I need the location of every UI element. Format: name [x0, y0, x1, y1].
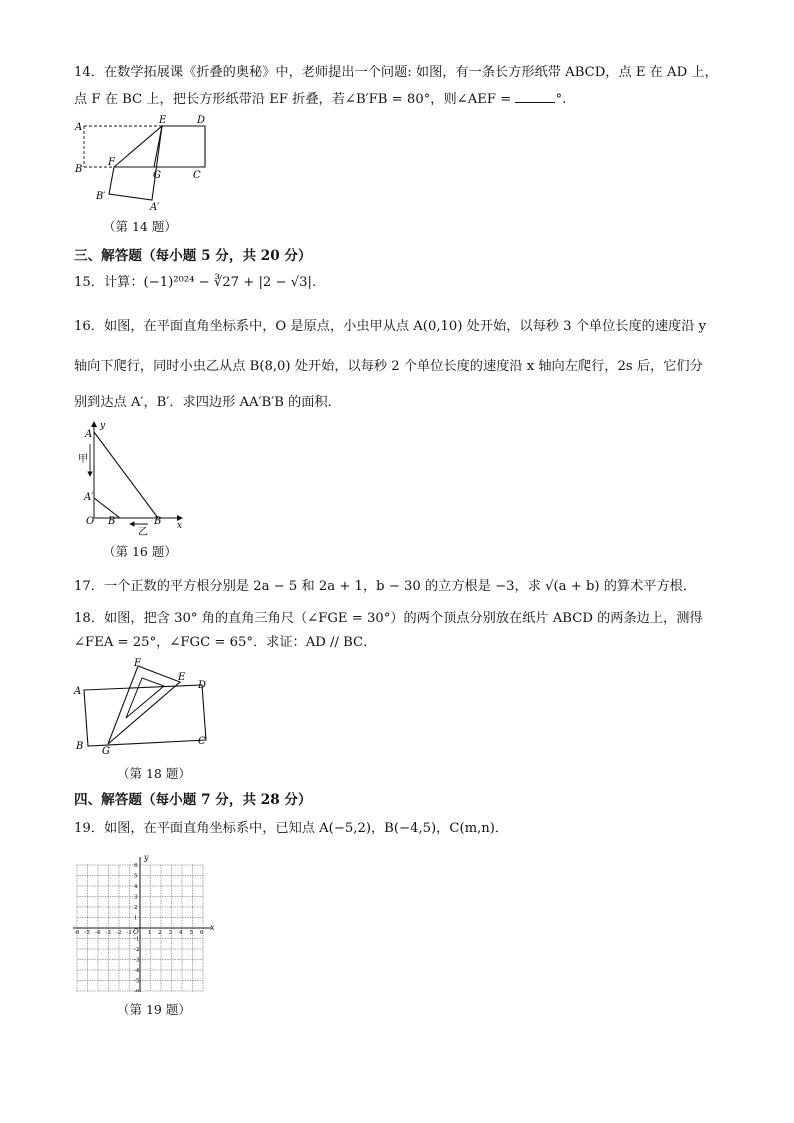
q19-y-tick-label: 6 [134, 863, 138, 869]
q19-origin-label: O [133, 928, 139, 936]
q19-y-tick-label: -6 [134, 989, 140, 992]
section-4-title: 四、解答题（每小题 7 分，共 28 分） [74, 792, 312, 808]
q19-axis-y-label: y [144, 853, 149, 862]
q16-label-a-prime: A′ [84, 492, 94, 503]
q18-caption: （第 18 题） [117, 766, 191, 781]
q14-answer-blank [515, 88, 555, 103]
q19-axis-x-label: x [210, 923, 215, 932]
q14-caption: （第 14 题） [103, 219, 177, 234]
q18-label-c: C [198, 736, 206, 747]
q14-label-d: D [197, 115, 206, 126]
q19-y-tick-label: 2 [134, 905, 138, 911]
q14-line-1: 14．在数学拓展课《折叠的奥秘》中，老师提出一个问题: 如图，有一条长方形纸带 ABCD，点 E 在 AD 上， [74, 65, 718, 80]
q19-x-tick-label: -1 [126, 930, 132, 936]
q16-label-o: O [86, 516, 95, 527]
q14-figure [70, 112, 220, 212]
q19-x-tick-label: 4 [179, 930, 183, 936]
q19-grid-figure [72, 852, 222, 992]
q19-x-tick-label: -4 [95, 930, 101, 936]
q18-label-d: D [198, 680, 207, 691]
q19-caption: （第 19 题） [117, 1002, 191, 1017]
q14-line-2 [74, 88, 724, 111]
q14-label-f: F [108, 157, 115, 168]
q19-y-tick-label: -3 [134, 957, 140, 964]
q16-label-x: x [177, 521, 183, 531]
q14-label-g: G [153, 170, 161, 181]
q18-label-f: F [134, 658, 141, 669]
q16-label-y: y [100, 421, 106, 431]
q19-y-tick-label: -5 [134, 978, 140, 985]
q19-x-tick-label: 1 [147, 930, 151, 936]
q16-label-jia: 甲 [78, 454, 88, 465]
q18-line-1: 18．如图，把含 30° 角的直角三角尺（∠FGE = 30°）的两个顶点分别放在纸片 ABCD 的两条边上，测得 [74, 611, 703, 626]
q19-y-tick-label: -4 [134, 968, 140, 974]
q14-label-a: A [75, 122, 83, 133]
q19-y-tick-label: -1 [134, 936, 140, 943]
q19-y-tick-label: 1 [134, 915, 138, 922]
q19-x-tick-label: -3 [105, 930, 111, 936]
q14-label-a-prime: A′ [150, 202, 160, 212]
q16-label-b-prime: B′ [108, 516, 118, 527]
section-3-title: 三、解答题（每小题 5 分，共 20 分） [74, 248, 312, 264]
q14-label-c: C [193, 170, 201, 181]
q19-x-tick-label: 5 [189, 930, 193, 936]
q19-y-tick-label: 3 [134, 894, 138, 901]
q19-grid [73, 857, 211, 992]
q18-figure [70, 656, 220, 756]
q19-text: 19．如图，在平面直角坐标系中，已知点 A(−5,2)，B(−4,5)，C(m,n)． [74, 821, 509, 836]
q14-line-2-tail: °. [555, 92, 567, 107]
q16-line-3: 别到达点 A′，B′．求四边形 AA′B′B 的面积． [74, 395, 341, 410]
q15-text: 15．计算：(−1)²⁰²⁴ − ∛27 + |2 − √3|. [74, 275, 317, 290]
q16-label-b: B [154, 516, 162, 527]
q14-line-2-text: 点 F 在 BC 上，把长方形纸带沿 EF 折叠，若∠B′FB = 80°，则∠AEF = [74, 92, 512, 107]
q19-x-tick-label: 6 [200, 930, 204, 936]
q18-line-2: ∠FEA = 25°，∠FGC = 65°．求证：AD // BC． [74, 635, 377, 650]
q19-x-tick-label: -2 [116, 930, 122, 936]
q19-y-tick-label: -2 [134, 947, 140, 953]
q18-label-a: A [74, 686, 82, 697]
q19-x-tick-label: 2 [158, 930, 162, 936]
q14-label-b: B [75, 164, 83, 175]
q19-x-ticks [74, 930, 204, 936]
q16-line-2: 轴向下爬行，同时小虫乙从点 B(8,0) 处开始，以每秒 2 个单位长度的速度沿 x 轴向左爬行，2s 后，它们分 [74, 359, 703, 374]
q16-figure [78, 418, 188, 536]
q16-label-yi: 乙 [138, 527, 148, 536]
q16-line-1: 16．如图，在平面直角坐标系中，O 是原点，小虫甲从点 A(0,10) 处开始，以每秒 3 个单位长度的速度沿 y [74, 319, 707, 334]
q18-label-g: G [102, 746, 110, 756]
q19-x-tick-label: 3 [168, 930, 172, 936]
q14-label-e: E [159, 115, 167, 126]
q17-text: 17．一个正数的平方根分别是 2a − 5 和 2a + 1，b − 30 的立方根是 −3，求 √(a + b) 的算术平方根． [74, 579, 697, 594]
q16-caption: （第 16 题） [103, 544, 177, 559]
q14-label-b-prime: B′ [96, 191, 106, 202]
q19-x-tick-label: -6 [74, 930, 80, 936]
q18-label-b: B [76, 741, 84, 752]
q19-y-tick-label: 4 [134, 884, 138, 890]
q18-label-e: E [178, 672, 186, 683]
q19-x-tick-label: -5 [84, 930, 90, 936]
q19-y-tick-label: 5 [134, 873, 138, 880]
q16-label-a: A [85, 429, 93, 440]
